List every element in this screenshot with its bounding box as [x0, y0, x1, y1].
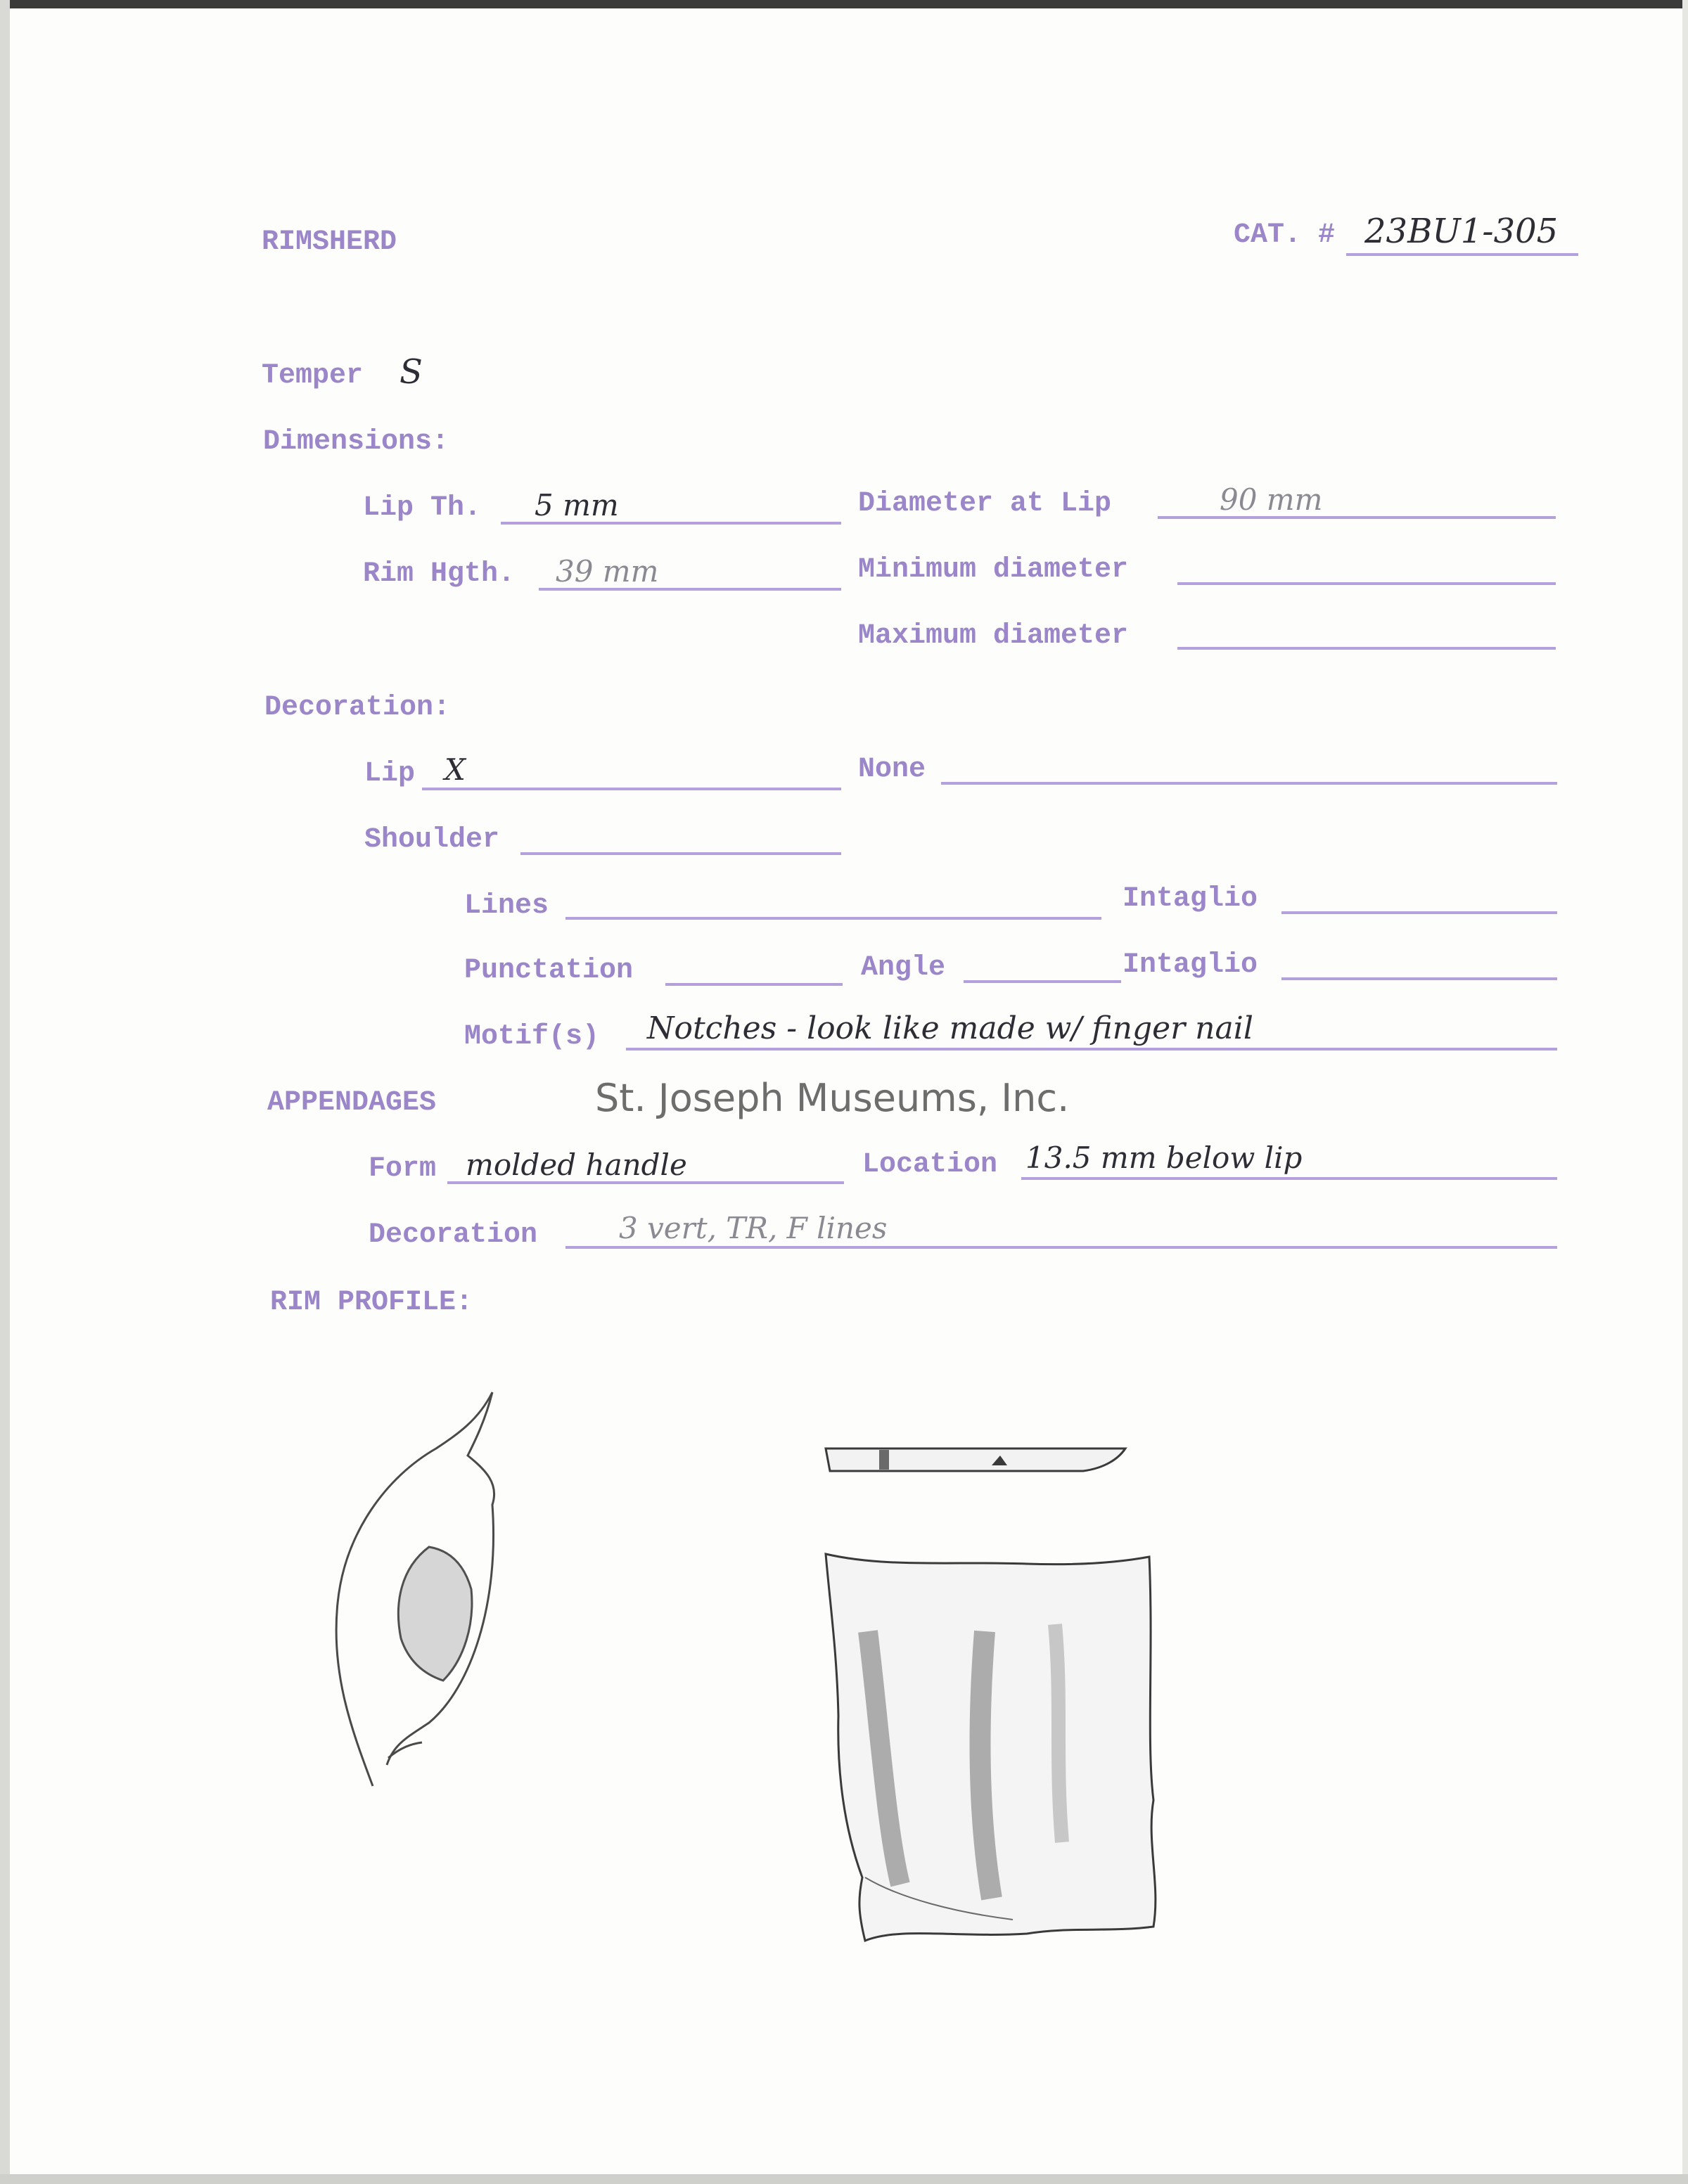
scan-edge-bottom — [0, 2174, 1688, 2184]
museum-watermark: St. Joseph Museums, Inc. — [595, 1076, 1070, 1120]
cat-label: CAT. # — [1234, 219, 1336, 251]
lines-line — [565, 917, 1101, 920]
lines-label: Lines — [464, 890, 549, 922]
motifs-label: Motif(s) — [464, 1021, 600, 1053]
appendages-heading: APPENDAGES — [267, 1087, 437, 1119]
location-value: 13.5 mm below lip — [1025, 1141, 1303, 1175]
lip-thickness-value: 5 mm — [535, 488, 619, 522]
maximum-diameter-label: Maximum diameter — [858, 620, 1129, 652]
scan-edge-top — [0, 0, 1688, 8]
shoulder-label: Shoulder — [364, 824, 500, 856]
punctation-line — [665, 983, 843, 986]
location-label: Location — [862, 1149, 998, 1181]
motifs-line — [626, 1048, 1557, 1051]
motifs-value: Notches - look like made w/ finger nail — [647, 1010, 1253, 1046]
form-label: Form — [369, 1153, 437, 1185]
rim-height-label: Rim Hgth. — [363, 558, 516, 590]
scan-edge-right — [1682, 0, 1688, 2184]
punctation-label: Punctation — [464, 955, 634, 987]
shoulder-line — [520, 852, 841, 855]
minimum-diameter-label: Minimum diameter — [858, 554, 1129, 586]
form-title: RIMSHERD — [262, 226, 397, 258]
rim-sherd-face-sketch — [816, 1547, 1168, 1948]
none-line — [941, 782, 1557, 785]
temper-value: S — [399, 352, 423, 392]
temper-label: Temper — [262, 360, 364, 392]
appendage-decoration-value: 3 vert, TR, F lines — [619, 1211, 888, 1245]
rim-height-value: 39 mm — [556, 554, 659, 589]
cat-line — [1346, 253, 1578, 256]
intaglio-line-2 — [1281, 977, 1557, 980]
minimum-diameter-line — [1177, 582, 1556, 585]
maximum-diameter-line — [1177, 647, 1556, 650]
intaglio-label-2: Intaglio — [1123, 949, 1258, 981]
diameter-lip-label: Diameter at Lip — [858, 488, 1112, 520]
appendage-decoration-line — [565, 1246, 1557, 1249]
decoration-heading: Decoration: — [264, 692, 451, 724]
rim-top-view-sketch — [823, 1441, 1132, 1484]
appendage-decoration-label: Decoration — [369, 1219, 538, 1251]
cat-value: 23BU1-305 — [1364, 212, 1559, 251]
scan-edge-left — [0, 0, 10, 2184]
angle-label: Angle — [861, 952, 946, 984]
intaglio-line-1 — [1281, 911, 1557, 914]
lip-decoration-value: X — [445, 752, 466, 787]
diameter-lip-line — [1158, 516, 1556, 519]
handle-profile-sketch — [324, 1392, 535, 1800]
form-value: molded handle — [466, 1148, 687, 1182]
rim-profile-heading: RIM PROFILE: — [270, 1287, 473, 1318]
lip-decoration-label: Lip — [364, 758, 416, 790]
lip-decoration-line — [422, 788, 841, 790]
dimensions-heading: Dimensions: — [263, 426, 449, 458]
diameter-lip-value: 90 mm — [1220, 482, 1323, 517]
angle-line — [964, 980, 1121, 983]
location-line — [1021, 1177, 1557, 1180]
lip-thickness-label: Lip Th. — [363, 492, 482, 524]
none-label: None — [858, 754, 926, 785]
intaglio-label-1: Intaglio — [1123, 883, 1258, 915]
